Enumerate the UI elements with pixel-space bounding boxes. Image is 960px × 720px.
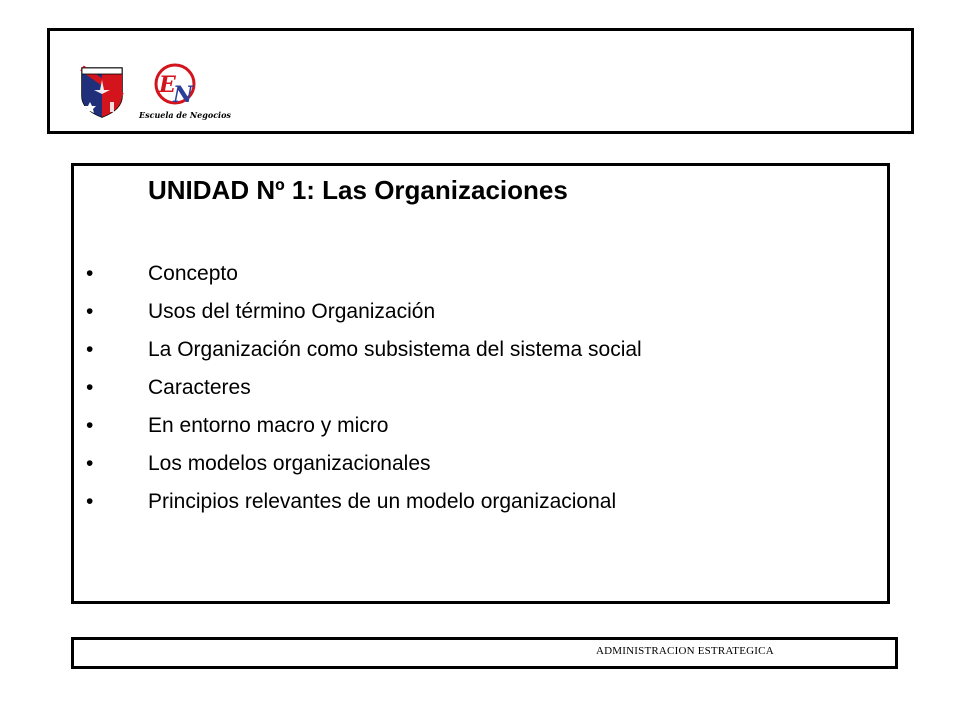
list-item-label: Concepto	[148, 262, 238, 285]
list-item-label: Usos del término Organización	[148, 300, 436, 323]
escuela-de-negocios-logo	[137, 62, 231, 124]
list-item-label: Principios relevantes de un modelo organizacional	[148, 490, 617, 513]
svg-text:Escuela de Negocios: Escuela de Negocios	[139, 110, 231, 120]
list-item-label: Caracteres	[148, 376, 251, 399]
bullet-icon: •	[86, 414, 94, 437]
bullet-icon: •	[86, 262, 94, 285]
list-item-label: Los modelos organizacionales	[148, 452, 431, 475]
bullet-icon: •	[86, 300, 94, 323]
bullet-icon: •	[86, 338, 94, 361]
bullet-icon: •	[86, 490, 94, 513]
university-shield-logo	[80, 66, 124, 118]
bullet-icon: •	[86, 452, 94, 475]
page-title: UNIDAD Nº 1: Las Organizaciones	[148, 175, 568, 205]
svg-text:E: E	[159, 72, 176, 98]
list-item-label: La Organización como subsistema del sistema social	[148, 338, 642, 361]
list-item-label: En entorno macro y micro	[148, 414, 389, 437]
svg-text:N: N	[173, 82, 194, 108]
bullet-icon: •	[86, 376, 94, 399]
footer-course-name: ADMINISTRACION ESTRATEGICA	[596, 645, 774, 657]
footer-frame	[71, 637, 898, 669]
